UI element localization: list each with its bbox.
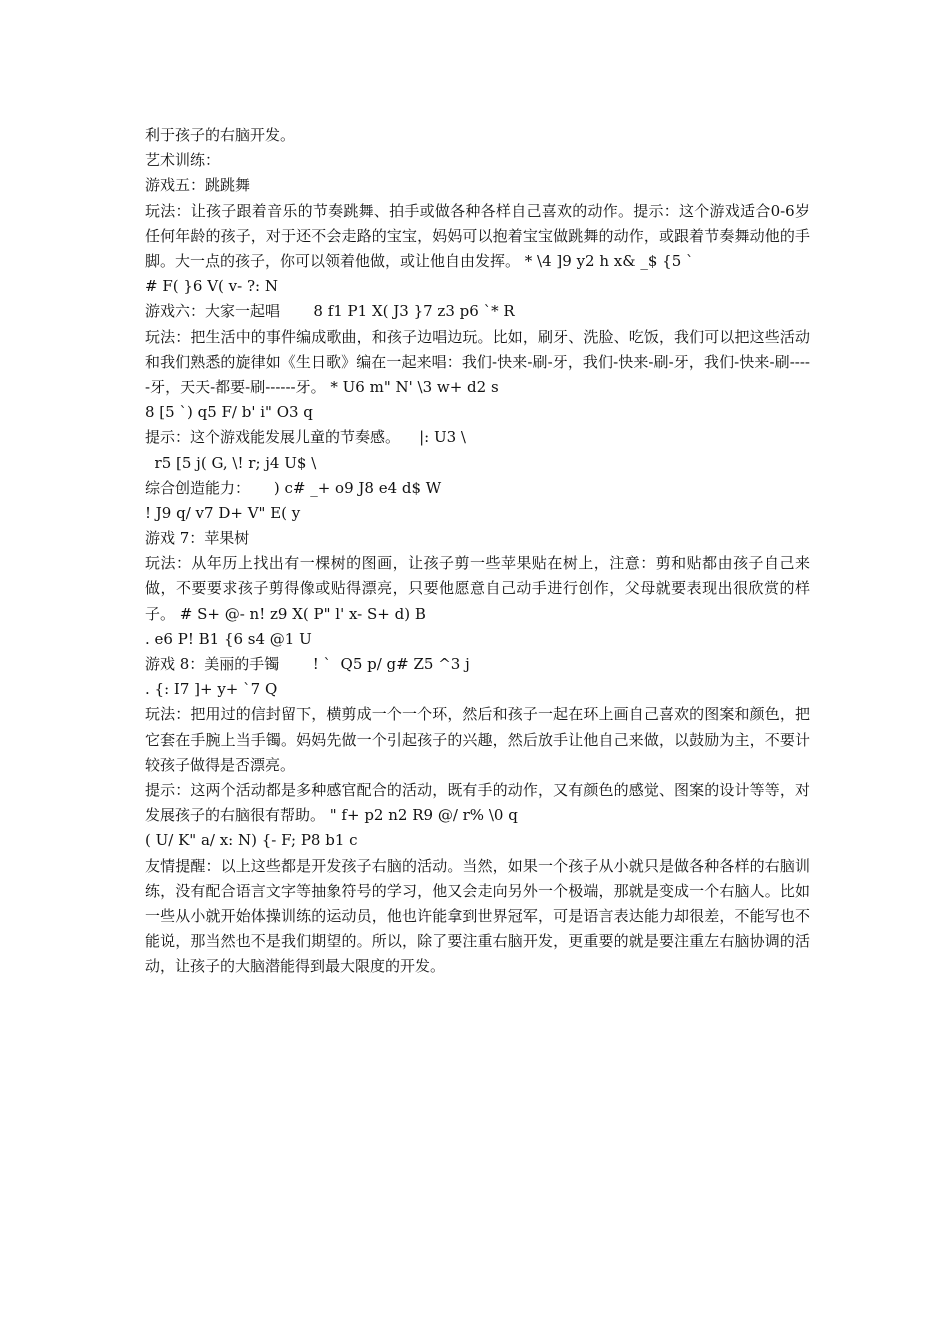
game-description: 玩法：从年历上找出有一棵树的图画，让孩子剪一些苹果贴在树上，注意：剪和贴都由孩子自己来做，不要要求孩子剪得像或贴得漂亮，只要他愿意自己动手进行创作，父母就要表现出很欣赏的样子。 # S+ @- n! z9 X( P" l' x- S+ d) B xyxy=(145,554,810,623)
noise-line: r5 [5 j( G, \! r; j4 U$ \ xyxy=(145,453,317,472)
noise-line: 8 [5 `) q5 F/ b' i" O3 q xyxy=(145,403,313,422)
noise-line: ( U/ K" a/ x: N) {- F; P8 b1 c xyxy=(145,831,358,850)
tip-line: 提示：这个游戏能发展儿童的节奏感。 |: U3 \ xyxy=(145,428,466,447)
reminder-paragraph: 友情提醒：以上这些都是开发孩子右脑的活动。当然，如果一个孩子从小就只是做各种各样的右脑训练，没有配合语言文字等抽象符号的学习，他又会走向另外一个极端，那就是变成一个右脑人。比如一些从小就开始体操训练的运动员，他也许能拿到世界冠军，可是语言表达能力却很差，不能写也不能说，那当然也不是我们期望的。所以，除了要注重右脑开发，更重要的就是要注重左右脑协调的活动，让孩子的大脑潜能得到最大限度的开发。 xyxy=(145,856,810,976)
document-body xyxy=(145,123,810,980)
noise-line: # F( }6 V( v- ?: N xyxy=(145,277,278,296)
paragraph-line: 利于孩子的右脑开发。 xyxy=(145,126,296,144)
noise-line: . e6 P! B1 {6 s4 @1 U xyxy=(145,629,312,648)
section-heading: 综合创造能力： ) c# _+ o9 J8 e4 d$ W xyxy=(145,478,442,497)
section-heading: 艺术训练： xyxy=(145,151,221,170)
game-title: 游戏五：跳跳舞 xyxy=(145,176,251,195)
game-description: 玩法：把生活中的事件编成歌曲，和孩子边唱边玩。比如，刷牙、洗脸、吃饭，我们可以把这些活动和我们熟悉的旋律如《生日歌》编在一起来唱：我们-快来-刷-牙，我们-快来-刷-牙，我们-快来-刷-----牙，天天-都要-刷------牙。 * U6 m" N' \3 w+ d2 s xyxy=(145,327,810,396)
noise-line: ! J9 q/ v7 D+ V" E( y xyxy=(145,503,301,522)
game-description: 玩法：把用过的信封留下，横剪成一个一个环，然后和孩子一起在环上画自己喜欢的图案和颜色，把它套在手腕上当手镯。妈妈先做一个引起孩子的兴趣，然后放手让他自己来做，以鼓励为主，不要计较孩子做得是否漂亮。 xyxy=(145,705,810,774)
tip-paragraph: 提示：这两个活动都是多种感官配合的活动，既有手的动作，又有颜色的感觉、图案的设计等等，对发展孩子的右脑很有帮助。 " f+ p2 n2 R9 @/ r% \0 q xyxy=(145,781,810,825)
game-description: 玩法：让孩子跟着音乐的节奏跳舞、拍手或做各种各样自己喜欢的动作。提示：这个游戏适合0-6岁任何年龄的孩子，对于还不会走路的宝宝，妈妈可以抱着宝宝做跳舞的动作，或跟着节奏舞动他的手脚。大一点的孩子，你可以领着他做，或让他自由发挥。 * \4 ]9 y2 h x& _$ {5 ` xyxy=(145,201,810,270)
game-title: 游戏 8：美丽的手镯 ! ` Q5 p/ g# Z5 ^3 j xyxy=(145,655,470,674)
game-title: 游戏六：大家一起唱 8 f1 P1 X( J3 }7 z3 p6 `* R xyxy=(145,302,515,321)
noise-line: . {: I7 ]+ y+ `7 Q xyxy=(145,680,278,699)
game-title: 游戏 7：苹果树 xyxy=(145,529,250,548)
